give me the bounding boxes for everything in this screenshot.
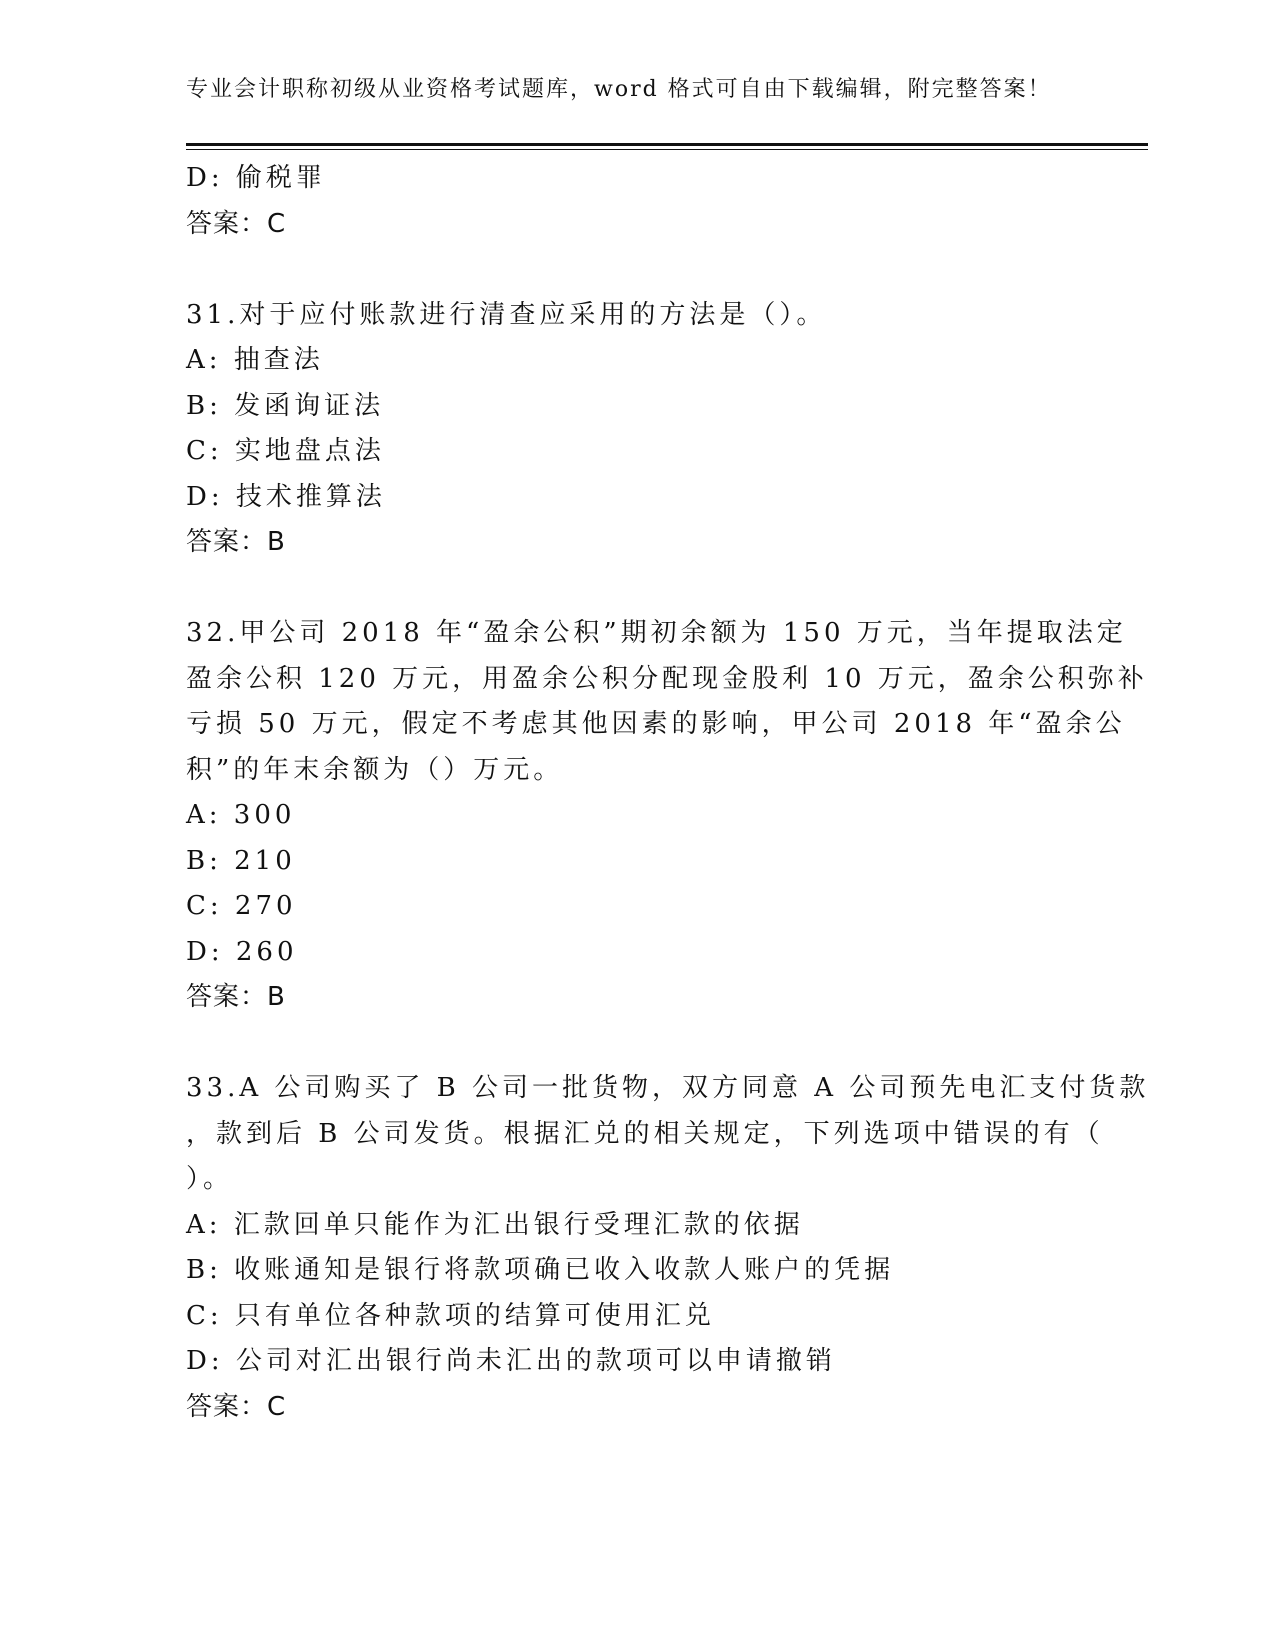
question-31-option-a: A: 抽查法 — [186, 345, 324, 375]
question-31-option-b: B: 发函询证法 — [186, 390, 385, 421]
question-33-option-c: C: 只有单位各种款项的结算可使用汇兑 — [186, 1300, 715, 1331]
question-33-option-a: A: 汇款回单只能作为汇出银行受理汇款的依据 — [186, 1209, 804, 1240]
question-33-answer: 答案：C — [186, 1391, 287, 1422]
question-33-stem-line-1: 33.A 公司购买了 B 公司一批货物，双方同意 A 公司预先电汇支付货款 — [186, 1073, 1150, 1103]
spacer — [186, 1021, 1086, 1067]
question-31 — [186, 293, 1086, 566]
spacer — [186, 247, 1086, 293]
prev-answer: 答案：C — [186, 208, 287, 239]
question-32-stem-line-1: 32.甲公司 2018 年“盈余公积”期初余额为 150 万元，当年提取法定 — [186, 618, 1127, 648]
question-32-option-b: B: 210 — [186, 845, 296, 876]
question-32 — [186, 611, 1148, 1021]
question-32-option-d: D: 260 — [186, 936, 298, 967]
prev-option-d: D: 偷税罪 — [186, 163, 326, 193]
question-31-answer: 答案：B — [186, 527, 286, 557]
question-32-answer: 答案：B — [186, 982, 286, 1012]
question-33-stem-line-2: ，款到后 B 公司发货。根据汇兑的相关规定，下列选项中错误的有（ — [186, 1118, 1104, 1149]
question-32-stem-line-3: 亏损 50 万元，假定不考虑其他因素的影响，甲公司 2018 年“盈余公 — [186, 709, 1126, 739]
question-33 — [186, 1066, 1150, 1430]
question-31-option-c: C: 实地盘点法 — [186, 436, 385, 466]
question-31-option-d: D: 技术推算法 — [186, 481, 386, 512]
question-33-option-d: D: 公司对汇出银行尚未汇出的款项可以申请撤销 — [186, 1346, 836, 1376]
question-32-option-a: A: 300 — [186, 800, 296, 830]
question-content — [186, 156, 1150, 1430]
header-rule-thin — [186, 149, 1148, 150]
question-32-stem-line-4: 积”的年末余额为（）万元。 — [186, 754, 564, 785]
question-33-stem-line-3: ）。 — [186, 1164, 234, 1194]
question-32-option-c: C: 270 — [186, 891, 297, 921]
spacer — [186, 566, 1086, 612]
question-33-option-b: B: 收账通知是银行将款项确已收入收款人账户的凭据 — [186, 1255, 895, 1285]
header-rule-thick — [186, 143, 1148, 146]
page-header: 专业会计职称初级从业资格考试题库，word 格式可自由下载编辑，附完整答案！ — [186, 77, 1052, 102]
question-32-stem-line-2: 盈余公积 120 万元，用盈余公积分配现金股利 10 万元，盈余公积弥补 — [186, 663, 1148, 694]
question-31-stem-line-1: 31.对于应付账款进行清查应采用的方法是（）。 — [186, 299, 827, 330]
